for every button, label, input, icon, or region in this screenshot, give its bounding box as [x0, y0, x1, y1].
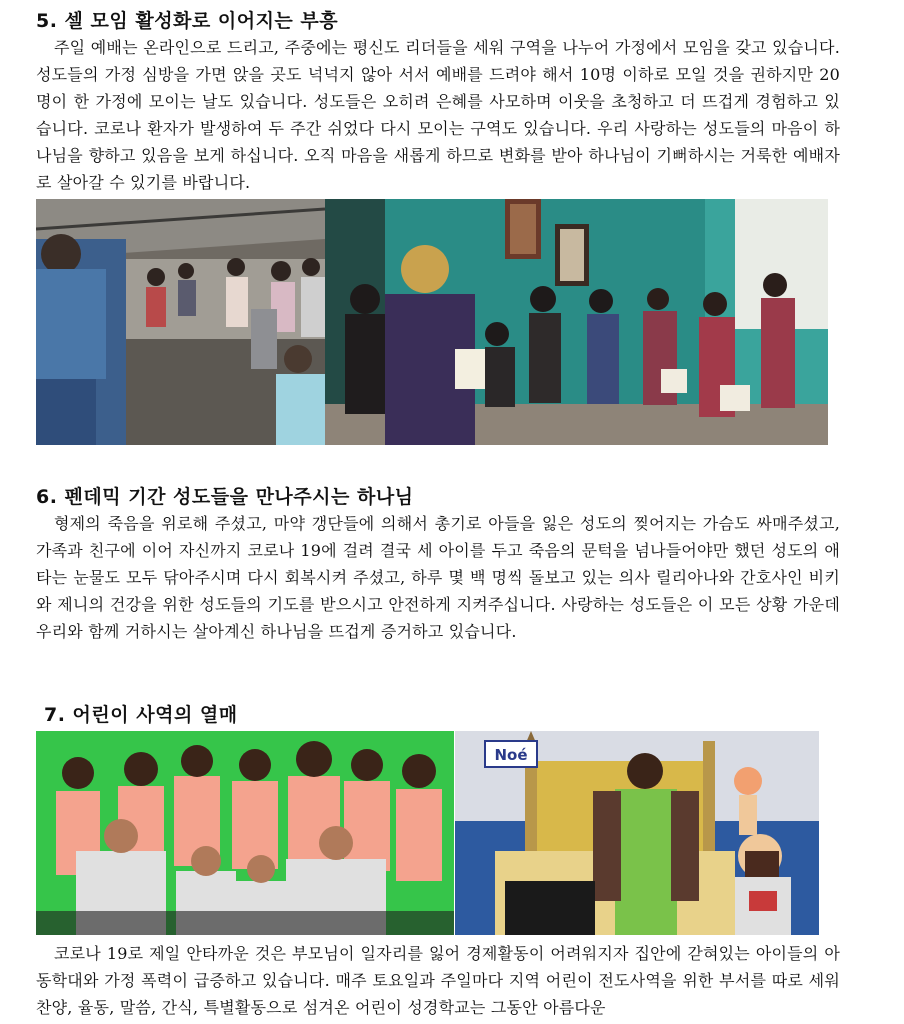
puppet-sign-text: Noé	[494, 746, 528, 764]
photo-children-puppet-show	[455, 731, 819, 935]
photo-children-ministry-team	[36, 731, 454, 935]
section-5-paragraph: 주일 예배는 온라인으로 드리고, 주중에는 평신도 리더들을 세워 구역을 나누어 가정에서 모임을 갖고 있습니다. 성도들의 가정 심방을 가면 앉을 곳도 넉넉지 않아 서서 예배를 드려야 해서 10명 이하로 모일 것을 권하지만 20명이 한 가정에 모이는 날도 있습니다. 성도들은 오히려 은혜를 사모하며 이웃을 초청하고 더 뜨겁게 경험하고 있습니다. 코로나 환자가 발생하여 두 주간 쉬었다 다시 모이는 구역도 있습니다. 우리 사랑하는 성도들의 마음이 하나님을 향하고 있음을 보게 하십니다. 오직 마음을 새롭게 하므로 변화를 받아 하나님이 기뻐하시는 거룩한 예배자로 살아갈 수 있기를 바랍니다.	[36, 38, 840, 192]
section-7-heading: 7. 어린이 사역의 열매	[44, 704, 238, 726]
section-7-paragraph: 코로나 19로 제일 안타까운 것은 부모님이 일자리를 잃어 경제활동이 어려워지자 집안에 갇혀있는 아이들의 아동학대와 가정 폭력이 급증하고 있습니다. 매주 토요일과 주일마다 지역 어린이 전도사역을 위한 부서를 따로 세워 찬양, 율동, 말씀, 간식, 특별활동으로 섬겨온 어린이 성경학교는 그동안 아름다운	[36, 944, 840, 1017]
section-5-heading: 5. 셀 모임 활성화로 이어지는 부흥	[36, 10, 339, 32]
photo-worship-meeting	[325, 199, 828, 445]
photo-house-gathering	[36, 199, 325, 445]
section-6-heading: 6. 펜데믹 기간 성도들을 만나주시는 하나님	[36, 486, 414, 508]
section-6-paragraph: 형제의 죽음을 위로해 주셨고, 마약 갱단들에 의해서 총기로 아들을 잃은 성도의 찢어지는 가슴도 싸매주셨고, 가족과 친구에 이어 자신까지 코로나 19에 걸려 결국 세 아이를 두고 죽음의 문턱을 넘나들어야만 했던 성도의 애타는 눈물도 모두 닦아주시며 다시 회복시켜 주셨고, 하루 몇 백 명씩 돌보고 있는 의사 릴리아나와 간호사인 비키와 제니의 건강을 위한 성도들의 기도를 받으시고 안전하게 지켜주십니다. 사랑하는 성도들은 이 모든 상황 가운데 우리와 함께 거하시는 살아계신 하나님을 뜨겁게 증거하고 있습니다.	[36, 514, 840, 641]
